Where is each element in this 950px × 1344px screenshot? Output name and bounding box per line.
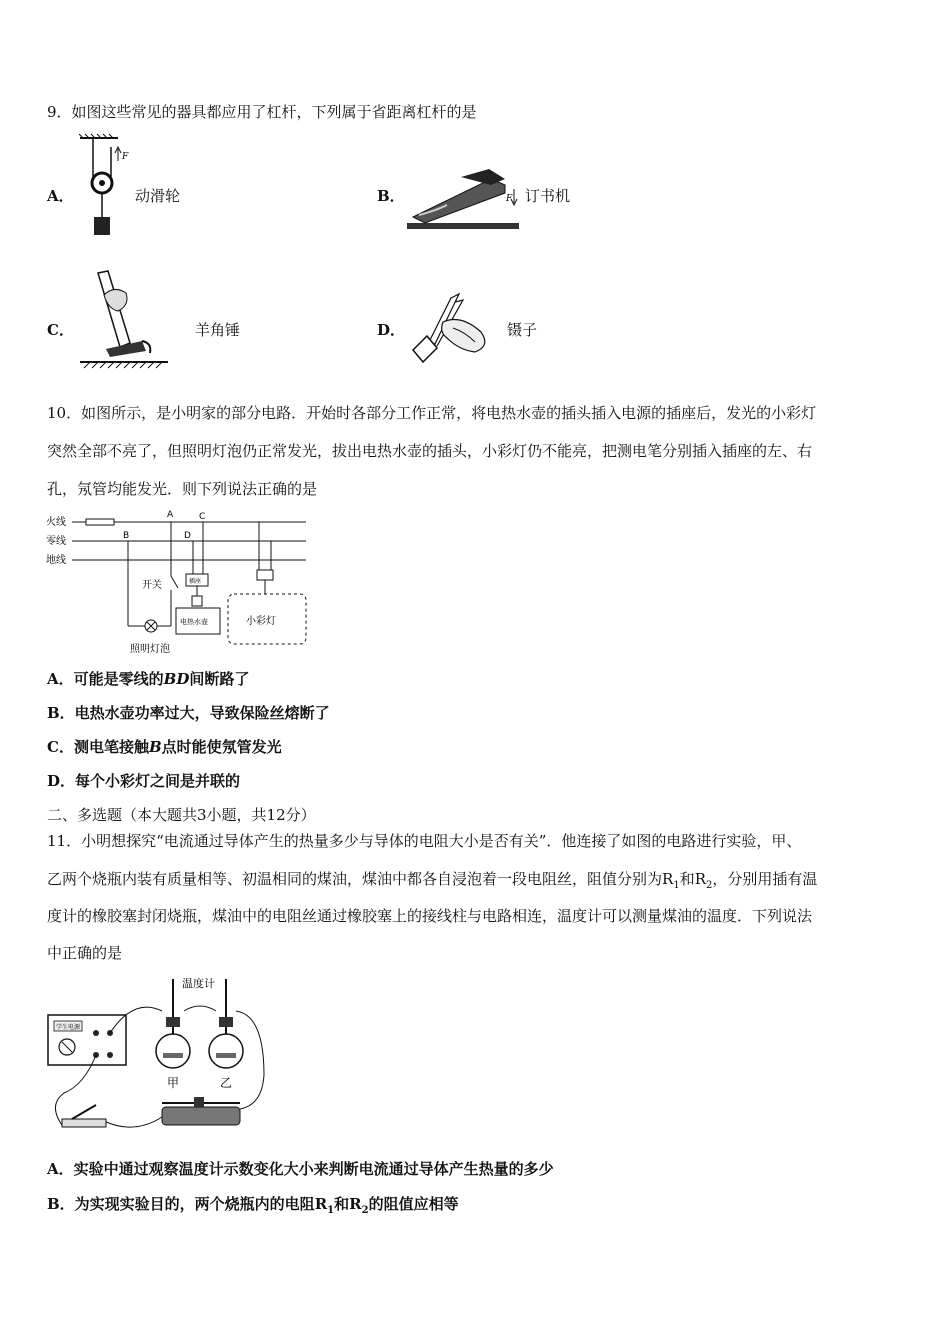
neutral-wire-label: 零线	[46, 536, 66, 547]
q11-stem-line-2: 乙两个烧瓶内装有质量相等、初温相同的煤油，煤油中都各自浸泡着一段电阻丝，阻值分别为$R_1$和$R_2$，分别用插有温	[47, 870, 818, 891]
q9-option-b-label: 订书机	[525, 187, 571, 205]
q10-stem-line-1: 10．如图所示，是小明家的部分电路．开始时各部分工作正常，将电热水壶的插头插入电源的插座后，发光的小彩灯	[47, 404, 817, 422]
point-b-label: B	[123, 531, 130, 541]
point-c-label: C	[199, 512, 206, 522]
q9-option-a-label: 动滑轮	[135, 187, 181, 205]
q10-option-d: D．每个小彩灯之间是并联的	[47, 772, 241, 790]
live-wire-label: 火线	[46, 517, 66, 528]
knife-switch	[62, 1119, 106, 1127]
power-supply-label: 学生电源	[56, 1024, 81, 1031]
q11-option-b: B．为实现实验目的，两个烧瓶内的电阻$R_1$和$R_2$的阻值应相等	[47, 1195, 459, 1216]
q10-stem-line-3: 孔，氖管均能发光．则下列说法正确的是	[47, 480, 318, 498]
socket-label: 插座	[189, 578, 202, 585]
kettle-label: 电热水壶	[180, 618, 208, 626]
q10-option-c: C．测电笔接触B点时能使氖管发光	[47, 738, 282, 756]
q9-stem: 9．如图这些常见的器具都应用了杠杆，下列属于省距离杠杆的是	[47, 103, 477, 121]
q9-option-c-label: 羊角锤	[195, 321, 241, 339]
fuse	[86, 519, 114, 525]
switch-label: 开关	[142, 580, 162, 591]
q10-option-a: A．可能是零线的BD间断路了	[47, 670, 250, 688]
q11-stem-line-1: 11．小明想探究“电流通过导体产生的热量多少与导体的电阻大小是否有关”．他连接了如图的电路进行实验，甲、	[47, 832, 802, 850]
q11-option-a: A．实验中通过观察温度计示数变化大小来判断电流通过导体产生热量的多少	[47, 1160, 554, 1178]
q11-stem-line-3: 度计的橡胶塞封闭烧瓶，煤油中的电阻丝通过橡胶塞上的接线柱与电路相连，温度计可以测量煤油的温度．下列说法	[47, 907, 813, 925]
tweezers-figure	[405, 292, 505, 367]
flask-jia	[156, 1034, 190, 1068]
force-label-b: F	[506, 194, 513, 204]
q10-stem-line-2: 突然全部不亮了，但照明灯泡仍正常发光，拔出电热水壶的插头，小彩灯仍不能亮，把测电笔分别插入插座的左、右	[47, 442, 813, 460]
flask-jia-label: 甲	[167, 1076, 180, 1090]
section-2-heading: 二、多选题（本大题共3小题，共12分）	[47, 806, 316, 824]
thermometer-label: 温度计	[182, 977, 215, 990]
q9-option-d-label: 镊子	[507, 321, 538, 339]
rheostat	[162, 1107, 240, 1125]
q10-option-b: B．电热水壶功率过大，导致保险丝熔断了	[47, 704, 330, 722]
q9-option-b-letter: B．	[377, 187, 405, 205]
force-label-a: F	[122, 152, 129, 162]
q9-option-a-letter: A．	[47, 187, 74, 205]
heating-experiment-figure	[44, 975, 268, 1145]
q11-stem-line-4: 中正确的是	[47, 944, 123, 962]
movable-pulley-figure	[78, 133, 130, 241]
q9-option-c-letter: C．	[47, 321, 74, 339]
flask-yi	[209, 1034, 243, 1068]
household-circuit-figure	[44, 508, 312, 658]
string-lights-label: 小彩灯	[246, 616, 276, 627]
ground-wire-label: 地线	[46, 555, 66, 566]
stapler-figure	[405, 165, 523, 237]
q9-option-d-letter: D．	[377, 321, 406, 339]
flask-yi-label: 乙	[220, 1076, 233, 1090]
point-d-label: D	[184, 531, 191, 541]
bulb-label: 照明灯泡	[130, 644, 170, 655]
point-a-label: A	[167, 510, 174, 520]
claw-hammer-figure	[80, 265, 170, 370]
